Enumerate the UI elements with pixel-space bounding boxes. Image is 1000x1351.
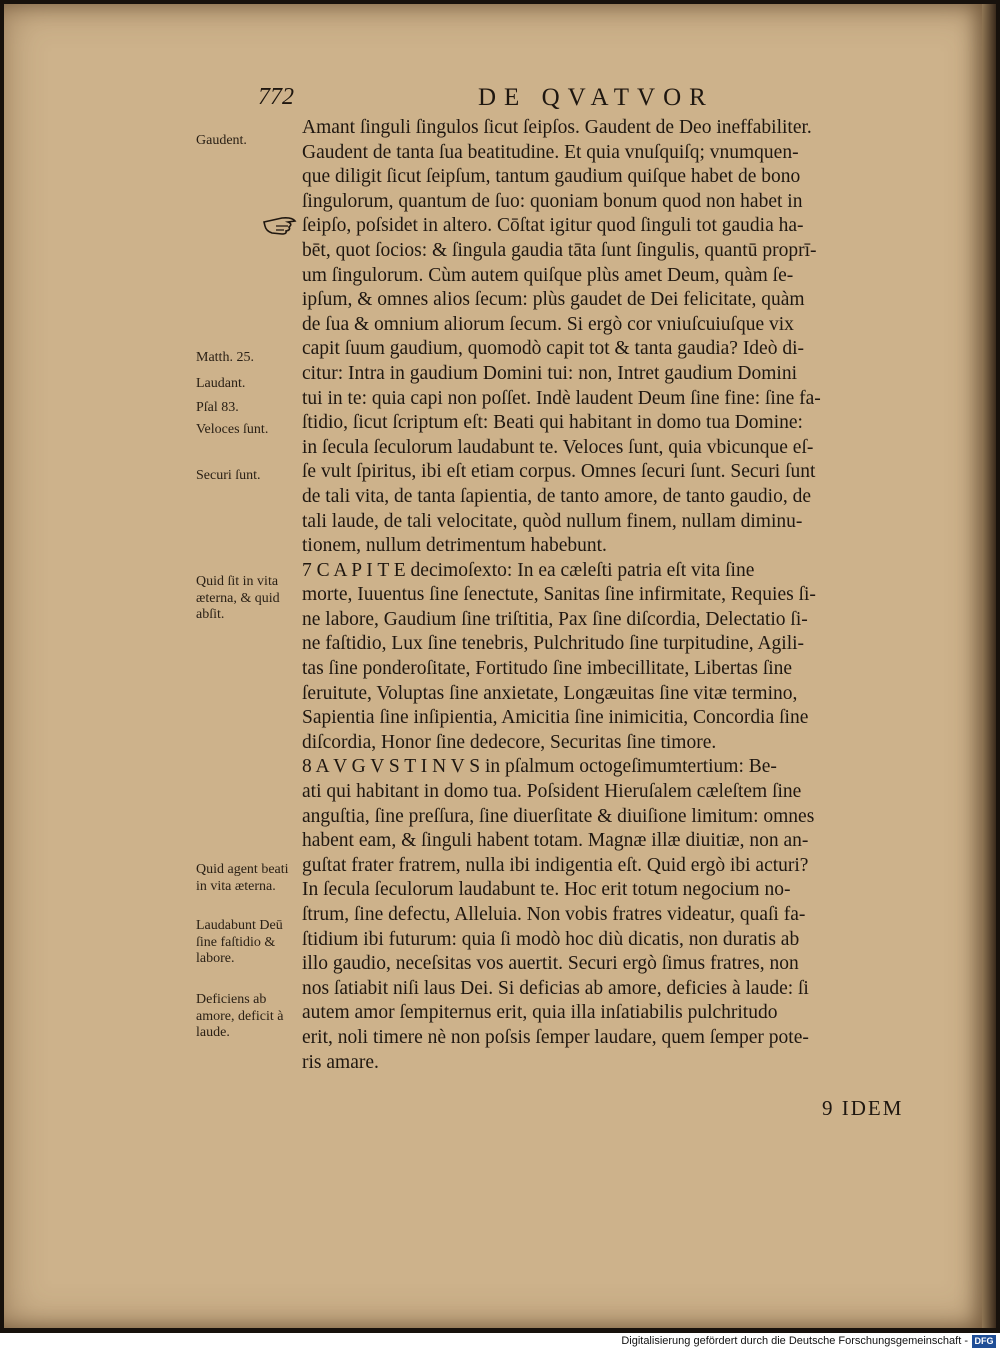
text-line: tui in te: quia capi non poſſet. Indè laudent Deum ſine fine: ſine fa- — [302, 387, 821, 409]
text-line: in ſecula ſeculorum laudabunt te. Veloces ſunt, quia vbicunque eſ- — [302, 436, 814, 458]
text-line: ris amare. — [302, 1051, 379, 1073]
text-line: bēt, quot ſocios: & ſingula gaudia tāta ſunt ſingulis, quantū proprī- — [302, 239, 817, 261]
text-line: capit ſuum gaudium, quomodò capit tot & tanta gaudia? Ideò di- — [302, 338, 805, 360]
text-line: illo gaudio, neceſsitas vos auertit. Securi ergò ſimus fratres, non — [302, 953, 799, 975]
text-line: diſcordia, Honor ſine dedecore, Securitas ſine timore. — [302, 731, 717, 753]
page-number: 772 — [258, 84, 294, 110]
main-text-block — [302, 116, 954, 1075]
catchword: 9 IDEM — [822, 1096, 904, 1120]
margin-note: Quid agent beati in vita æterna. — [196, 862, 289, 894]
funding-credit: Digitalisierung gefördert durch die Deutsche Forschungsgemeinschaft - — [621, 1335, 968, 1347]
text-line: de tali vita, de tanta ſapientia, de tanto amore, de tanto gaudio, de — [302, 485, 811, 507]
text-line: nos ſatiabit niſi laus Dei. Si deficias ab amore, deficies à laude: ſi — [302, 977, 809, 999]
text-line: ati qui habitant in domo tua. Poſsident Hieruſalem cæleſtem ſine — [302, 781, 802, 803]
dfg-logo: DFG — [972, 1335, 996, 1348]
running-title: DE QVATVOR — [478, 84, 714, 111]
text-line: erit, noli timere nè non poſsis ſemper laudare, quem ſemper pote- — [302, 1026, 809, 1048]
text-line: tali laude, de tali velocitate, quòd nullum finem, nullam diminu- — [302, 510, 803, 532]
margin-note: Pſal 83. — [196, 400, 239, 415]
pointing-hand-icon — [262, 212, 298, 236]
margin-note: Laudant. — [196, 376, 246, 391]
text-line: ſe vult ſpiritus, ibi eſt etiam corpus. Omnes ſecuri ſunt. Securi ſunt — [302, 461, 816, 483]
page-header — [0, 84, 1000, 120]
text-line: Amant ſinguli ſingulos ſicut ſeipſos. Gaudent de Deo ineffabiliter. — [302, 117, 812, 138]
margin-note: Laudabunt Deū ſine faſtidio & labore. — [196, 918, 283, 966]
margin-note: Securi ſunt. — [196, 468, 261, 483]
text-line: ſtrum, ſine defectu, Alleluia. Non vobis fratres videatur, quaſi fa- — [302, 904, 806, 925]
text-line: morte, Iuuentus ſine ſenectute, Sanitas ſine infirmitate, Requies ſi- — [302, 584, 816, 606]
margin-note: Matth. 25. — [196, 350, 254, 365]
margin-note: Gaudent. — [196, 133, 247, 148]
footer-bar — [0, 1333, 1000, 1351]
margin-note: Deficiens ab amore, deficit à laude. — [196, 992, 284, 1040]
text-line: habent eam, & ſinguli habent totam. Magnæ illæ diuitiæ, non an- — [302, 830, 809, 852]
text-line: 7 C A P I T E decimoſexto: In ea cæleſti patria eſt vita ſine — [302, 559, 755, 581]
text-line: Sapientia ſine inſipientia, Amicitia ſine inimicitia, Concordia ſine — [302, 707, 809, 729]
text-line: de ſua & omnium aliorum ſecum. Si ergò cor vniuſcuiuſque vix — [302, 313, 794, 335]
text-line: citur: Intra in gaudium Domini tui: non, Intret gaudium Domini — [302, 362, 798, 384]
text-line: guſtat frater fratrem, nulla ibi indigentia eſt. Quid ergò ibi acturi? — [302, 854, 809, 876]
text-line: In ſecula ſeculorum laudabunt te. Hoc erit totum negocium no- — [302, 879, 791, 901]
text-line: 8 A V G V S T I N V S in pſalmum octogeſimumtertium: Be- — [302, 756, 777, 778]
margin-note: Veloces ſunt. — [196, 422, 269, 437]
text-line: ne labore, Gaudium ſine triſtitia, Pax ſine diſcordia, Delectatio ſi- — [302, 608, 808, 630]
text-line: ipſum, & omnes alios ſecum: plùs gaudet de Dei felicitate, quàm — [302, 289, 805, 311]
text-line: Gaudent de tanta ſua beatitudine. Et quia vnuſquiſq; vnumquen- — [302, 141, 799, 163]
text-line: tas ſine ponderoſitate, Fortitudo ſine imbecillitate, Libertas ſine — [302, 658, 793, 680]
text-line: ſtidio, ſicut ſcriptum eſt: Beati qui habitant in domo tua Domine: — [302, 412, 803, 434]
text-line: ſingulorum, quantum de ſuo: quoniam bonum quod non habet in — [302, 190, 803, 212]
text-line: autem amor ſempiternus erit, quia illa inſatiabilis pulchritudo — [302, 1002, 778, 1024]
page-edge-shadow — [982, 4, 996, 1328]
text-line: ne faſtidio, Lux ſine tenebris, Pulchritudo ſine turpitudine, Agili- — [302, 633, 805, 655]
text-line: ſeipſo, poſsidet in altero. Cōſtat igitur quod ſinguli tot gaudia ha- — [302, 215, 804, 237]
text-line: tionem, nullum detrimentum habebunt. — [302, 535, 607, 557]
text-line: um ſingulorum. Cùm autem quiſque plùs amet Deum, quàm ſe- — [302, 264, 794, 286]
margin-note: Quid ſit in vita æterna, & quid abſit. — [196, 574, 280, 622]
text-line: anguſtia, ſine preſſura, ſine diuerſitate & diuiſione limitum: omnes — [302, 805, 815, 827]
text-line: ſeruitute, Voluptas ſine anxietate, Longæuitas ſine vitæ termino, — [302, 682, 798, 704]
text-line: ſtidium ibi futurum: quia ſi modò hoc diù dicatis, non duratis ab — [302, 928, 800, 950]
text-line: que diligit ſicut ſeipſum, tantum gaudium quiſque habet de bono — [302, 166, 801, 188]
